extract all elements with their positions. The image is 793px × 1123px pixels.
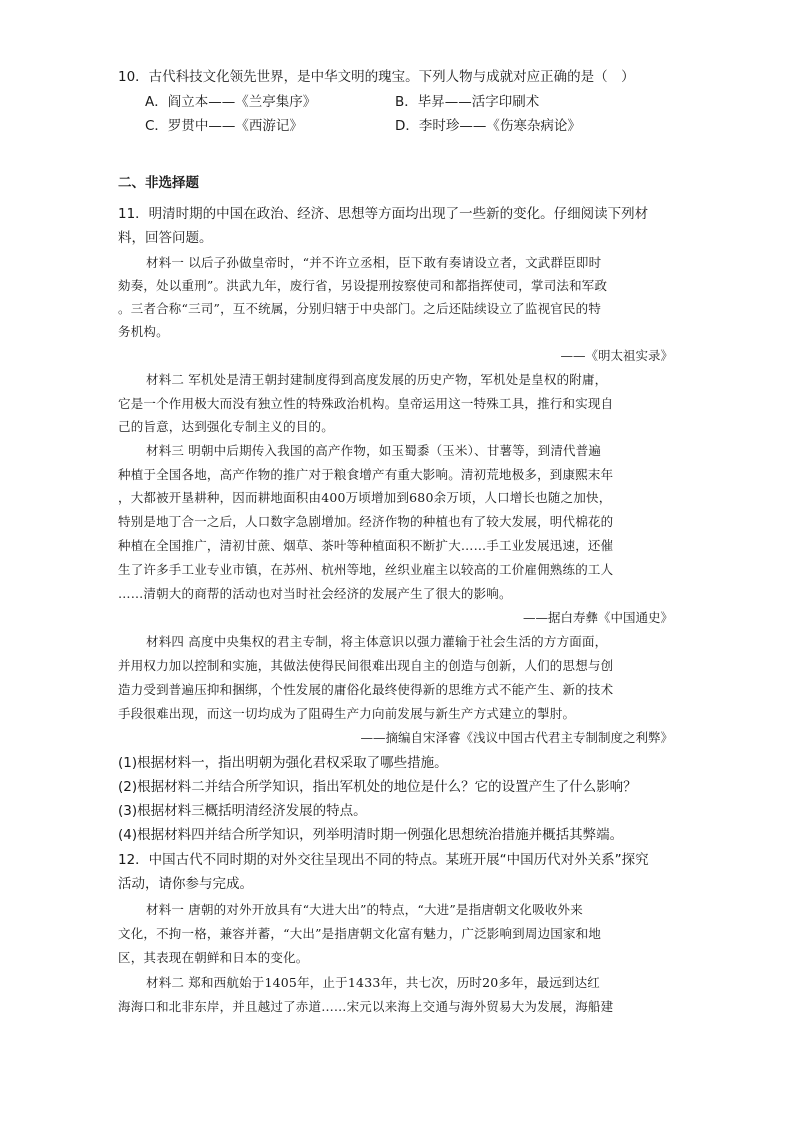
q11-material-4-source: ——摘编自宋泽睿《浅议中国古代君主专制制度之利弊》: [360, 730, 673, 745]
q11-question-2: (2)根据材料二并结合所学知识，指出军机处的地位是什么？它的设置产生了什么影响？: [118, 779, 637, 795]
q10-option-b: B．毕昇——活字印刷术: [395, 94, 540, 110]
q11-material-3: ，大都被开垦耕种，因而耕地面积由400万顷增加到680余万顷，人口增长也随之加快，: [118, 490, 612, 505]
q10-option-c: C．罗贯中——《西游记》: [145, 118, 303, 134]
section-title: 二、非选择题: [118, 175, 199, 191]
q11-material-3: 种植于全国各地，高产作物的推广对于粮食增产有重大影响。清初荒地极多，到康熙末年: [118, 467, 614, 482]
q12-material-2: 材料二 郑和西航始于1405年，止于1433年，共七次，历时20多年，最远到达红: [146, 975, 601, 990]
q11-stem: 料，回答问题。: [118, 230, 213, 246]
q10-option-a: A．阎立本——《兰亭集序》: [145, 94, 317, 110]
q11-material-4: 造力受到普遍压抑和捆绑，个性发展的庸俗化最终使得新的思维方式不能产生、新的技术: [118, 682, 614, 697]
q12-material-2: 海海口和北非东岸，并且越过了赤道……宋元以来海上交通与海外贸易大为发展，海船建: [118, 999, 614, 1014]
q10-stem: 10．古代科技文化领先世界，是中华文明的瑰宝。下列人物与成就对应正确的是（ ）: [118, 69, 635, 85]
q11-question-4: (4)根据材料四并结合所学知识，列举明清时期一例强化思想统治措施并概括其弊端。: [118, 827, 624, 843]
q11-stem: 11．明清时期的中国在政治、经济、思想等方面均出现了一些新的变化。仔细阅读下列材: [118, 206, 649, 222]
q12-material-1: 区，其表现在朝鲜和日本的变化。: [118, 950, 309, 965]
q11-material-4: 材料四 高度中央集权的君主专制，将主体意识以强力灌输于社会生活的方方面面，: [146, 634, 608, 649]
q11-material-3: 材料三 明朝中后期传入我国的高产作物，如玉蜀黍（玉米）、甘薯等，到清代普遍: [146, 443, 602, 458]
q11-material-1: 务机构。: [118, 324, 169, 339]
q11-material-3: ……清朝大的商帮的活动也对当时社会经济的发展产生了很大的影响。: [118, 586, 512, 601]
q11-material-3: 特别是地丁合一之后，人口数字急剧增加。经济作物的种植也有了较大发展，明代棉花的: [118, 514, 614, 529]
q11-material-3-source: ——据白寿彝《中国通史》: [522, 610, 673, 625]
q11-material-2: 材料二 军机处是清王朝封建制度得到高度发展的历史产物，军机处是皇权的附庸，: [146, 372, 608, 387]
q11-material-1: 劾奏，处以重刑”。洪武九年，废行省，另设提刑按察使司和都指挥使司，掌司法和军政: [118, 278, 608, 293]
q12-material-1: 文化，不拘一格，兼容并蓄，“大出”是指唐朝文化富有魅力，广泛影响到周边国家和地: [118, 926, 602, 941]
q11-material-3: 种植在全国推广，清初甘蔗、烟草、茶叶等种植面积不断扩大……手工业发展迅速，还催: [118, 538, 614, 553]
q12-stem: 活动，请你参与完成。: [118, 876, 253, 892]
q12-material-1: 材料一 唐朝的对外开放具有“大进大出”的特点，“大进”是指唐朝文化吸收外来: [146, 902, 583, 917]
q11-question-1: (1)根据材料一，指出明朝为强化君权采取了哪些措施。: [118, 755, 448, 771]
q11-question-3: (3)根据材料三概括明清经济发展的特点。: [118, 803, 367, 819]
q11-material-1-source: ——《明太祖实录》: [560, 348, 673, 363]
q12-stem: 12．中国古代不同时期的对外交往呈现出不同的特点。某班开展“中国历代对外关系”探究: [118, 852, 649, 868]
q10-option-d: D．李时珍——《伤寒杂病论》: [395, 118, 581, 134]
q11-material-3: 生了许多手工业专业市镇，在苏州、杭州等地，丝织业雇主以较高的工价雇佣熟练的工人: [118, 562, 614, 577]
q11-material-2: 己的旨意，达到强化专制主义的目的。: [118, 419, 334, 434]
q11-material-2: 它是一个作用极大而没有独立性的特殊政治机构。皇帝运用这一特殊工具，推行和实现自: [118, 396, 614, 411]
q11-material-4: 并用权力加以控制和实施，其做法使得民间很难出现自主的创造与创新，人们的思想与创: [118, 658, 614, 673]
q11-material-1: 。三者合称“三司”，互不统属，分别归辖于中央部门。之后还陆续设立了监视官民的特: [118, 301, 602, 316]
q11-material-4: 手段很难出现，而这一切均成为了阻碍生产力向前发展与新生产方式建立的掣肘。: [118, 706, 576, 721]
q11-material-1: 材料一 以后子孙做皇帝时，“并不许立丞相，臣下敢有奏请设立者，文武群臣即时: [146, 255, 602, 270]
